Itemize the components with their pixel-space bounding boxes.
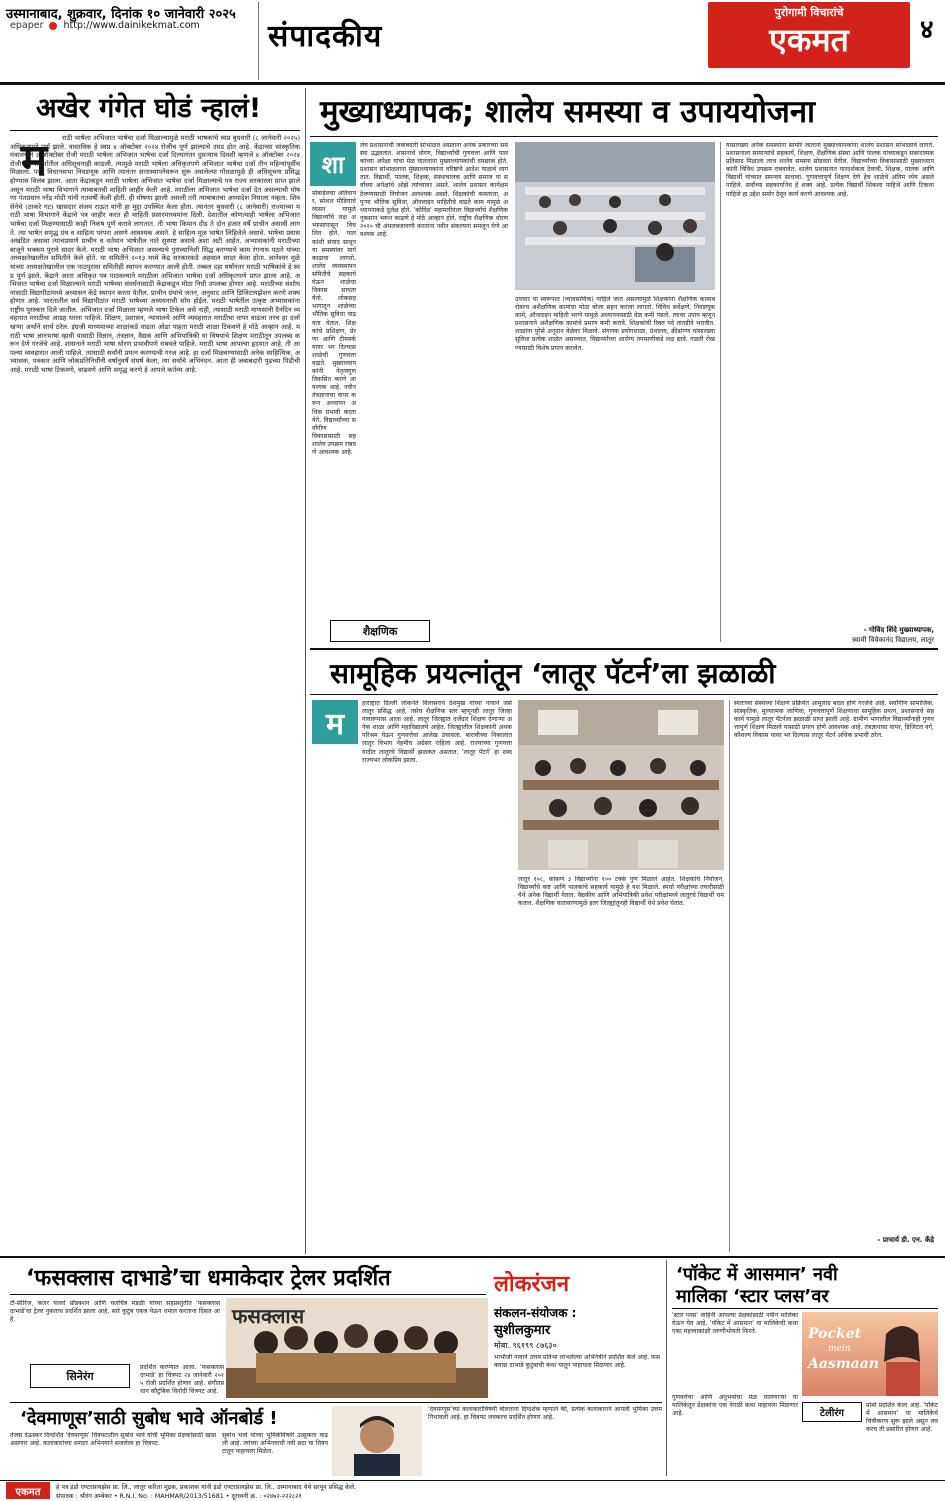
lokranjan-body: भाभीजी नावाने उत्तम प्रतिभा लाभलेल्या अभिनेत्रीने प्रदर्शित केले आहे. फसक्लास दाभाडे कुटुंबाची कथा यातून पाहायला मिळणार आहे. (494, 1354, 660, 1370)
art6-body1: 'स्टार प्लस' वाहिनी आपल्या प्रेक्षकांसाठी नवीन मालिका घेऊन येत आहे. 'पॉकेट में आसमान' या मालिकेची कथा एका महत्त्वाकांक्षी तरुणीभोवती फिरते. (672, 1312, 798, 1336)
footer-rule (0, 1480, 945, 1481)
page-number: ४ (920, 15, 934, 45)
actor-portrait (332, 1406, 422, 1476)
poster-word-aasmaan: Aasmaan (808, 1356, 879, 1372)
epaper-link[interactable] (10, 20, 200, 31)
art5-body2: सुबोध भावे यांच्या भूमिकेविषयी उत्सुकता वाढली आहे. त्यांच्या अभिनयाची नवी छटा या चित्रपटातून पाहायला मिळेल. (222, 1432, 328, 1456)
lower-top-rule (0, 1256, 945, 1258)
art1-dropcap: म (20, 135, 48, 186)
art6-body3: प्रोमो प्रदर्शित केला आहे. 'पॉकेट में आसमान' या मालिकेचे चित्रीकरण सुरू झाले असून लवकरच ती प्रसारित होणार आहे. (866, 1402, 938, 1434)
lokranjan-editor-label: संकलन-संयोजक : (494, 1306, 577, 1320)
art3-dropcap: म (312, 700, 358, 744)
art4-body1: टी-सीरिज, कलर यल्लो प्रॉडक्शन आणि चलचित्र मंडळी यांच्या सहप्रस्तुतीत 'फसक्लास दाभाडे'चा ट्रेलर नुकताच प्रदर्शित झाला आहे. सारे कुटुंब एकत्र येऊन धमाल करताना दिसत आहे. (10, 1300, 220, 1324)
poster-title: फसक्लास (232, 1304, 305, 1328)
serial-poster (802, 1312, 938, 1396)
right-col-rule (666, 1260, 667, 1476)
art3-col-rule (729, 700, 730, 1252)
poster-word-mein: mein (828, 1344, 851, 1354)
art5-body4: 'देवमाणूस'च्या कलाकारांविषयी बोलताना दिग्दर्शक म्हणाले की, प्रत्येक कलाकाराने आपली भूमिका उत्तम निभावली आहे. हा चित्रपट लवकरच प्रदर्शित होणार आहे. (428, 1406, 662, 1422)
epaper-label: epaper (10, 20, 44, 31)
poster-word-pocket: Pocket (808, 1326, 862, 1342)
brand-logo: एकमत (769, 21, 849, 59)
masthead-rule (0, 82, 945, 85)
art6-body2: गुणवत्तेचा आणि अनुभवांचा मेळ घालणाऱ्या या मालिकेतून प्रेक्षकांना एक वेगळी कथा पाहायला मिळणार आहे. (672, 1394, 798, 1418)
website-url[interactable]: http://www.dainikekmat.com (63, 20, 200, 31)
art3-headline-rule (310, 694, 938, 695)
footer-brand-text: एकमत (15, 1486, 41, 1498)
art2-byline-name: - गोविंद शिंदे मुख्याध्यापक, (863, 626, 934, 634)
lokranjan-phone: मोबा. ९६१९९ ८७६३० (494, 1341, 557, 1350)
footer-brand (6, 1482, 50, 1499)
art2-headline: मुख्याध्यापक; शालेय समस्या व उपाययोजना (320, 94, 816, 130)
footer-imprint-2: संपादक : श्रीरंग अम्बेकर • R.N.I. No. : MAHMAR/2013/51681 • दूरध्वनी क्र. : ०२४७२-२२२८२१ (56, 1493, 302, 1500)
brand-tagline: पुरोगामी विचारांचे (774, 6, 844, 19)
art5-headline: ‘देवमाणूस’साठी सुबोध भावे ऑनबोर्ड ! (20, 1408, 278, 1429)
art2-col4: यासारख्या अनेक समस्यांना सामोरे जाताना मुख्याध्यापकांना शालेय प्रशासन सांभाळावे लागते. प्रशासनाला सामान्यांचे सहकार्य, शिक्षण, शैक्षणिक संस्था आणि पालक यांच्याकडून सकारात्मक प्रतिसाद मिळाला तरच शालेय समस्या सोडवता येतील. विद्यार्थ्यांच्या विकासासाठी मुख्याध्यापकांनी विविध उपक्रम राबवावेत. शालेय प्रशासनात पारदर्शकता ठेवावी. शिक्षक, पालक आणि विद्यार्थी यांच्यात समन्वय साधावा. गुणवत्तापूर्ण शिक्षण देणे हेच शाळेचे अंतिम ध्येय असले पाहिजे. सर्वांच्या सहकार्यानेच हे शक्य आहे. प्रत्येक विद्यार्थी शिकला पाहिजे आणि टिकला पाहिजे हा उद्देश समोर ठेवून कार्य करणे आवश्यक आहे. (726, 142, 934, 198)
art2-col3: उपचार या स्वरूपात (व्यावसायिक) पाहिले जात असल्यामुळे शिक्षकांना शैक्षणिक कामाबरोबरच अशैक्षणिक कामांचा मोठा बोजा सहन करावा लागतो. विविध सर्वेक्षणे, निवडणूक कामे, ऑनलाइन माहिती भरणे यामुळे अध्यापनासाठी वेळ कमी पडतो. त्यावर उपाय म्हणून प्रशासनाने अशैक्षणिक कामांचे प्रमाण कमी करावे. शिक्षकांची रिक्त पदे तातडीने भरावीत. शाळांना पुरेसे अनुदान वेळेवर मिळावे. संगणक प्रयोगशाळा, ग्रंथालय, क्रीडांगण यांसारख्या सुविधा प्रत्येक शाळेत असाव्यात. विद्यार्थ्यांच्या आरोग्य तपासणीकडे लक्ष द्यावे. गळती रोखण्यासाठी विशेष प्रयत्न करावेत. (515, 296, 715, 352)
dateline: उस्मानाबाद, शुक्रवार, दिनांक १० जानेवारी २०२५ (6, 7, 236, 22)
art2-byline-school: स्वामी विवेकानंद विद्यालय, लातूर (852, 636, 934, 644)
art6-headline-line1: ‘पॉकेट में आसमान’ नवी (676, 1264, 838, 1285)
classroom-photo (518, 700, 724, 870)
lokranjan-editor: सुशीलकुमार (494, 1323, 551, 1338)
art3-col1: हाराष्ट्रात दिल्ली लोकनेते विलासराव देशमुख यांच्या नावाने जसे लातूर प्रसिद्ध आहे, तसेच शैक्षणिक स्तर म्हणूनही लातूर जिल्हा नावारूपास आला आहे. लातूर जिल्ह्यात दर्जेदार शिक्षण देणाऱ्या अनेक शाळा आणि महाविद्यालये आहेत. जिल्ह्यातील शिक्षकांनी अथक परिश्रम घेऊन गुणवत्तेचा आलेख उंचावला. बारावीच्या निकालात लातूर विभाग नेहमीच अग्रेसर राहिला आहे. राज्याच्या गुणवत्ता यादीत लातूरचे विद्यार्थी झळकत असतात. 'लातूर पॅटर्न' हा शब्द राज्यभर लोकप्रिय झाला. (362, 700, 512, 764)
art5-body1: तेजस देऊस्कर दिग्दर्शित 'देवमाणूस' चित्रपटातील सुबोध भावे यांची भूमिका प्रेक्षकांसाठी खास असणार आहे. कलाकारांच्या दमदार अभिनयाने सजलेला हा चित्रपट. (10, 1432, 216, 1448)
art6-category-tag: टेलीरंग (802, 1402, 862, 1422)
art2-col1: लेय प्रशासनाची जबाबदारी सांभाळत असताना अनेक प्रकारच्या समस्या उद्भवतात. शासनाचे धोरण, विद्यार्थ्यांची गुणवत्ता आणि पालकांच्या अपेक्षा यांचा मेळ घालताना मुख्याध्यापकांची दमछाक होते. प्रशासन सांभाळताना मुख्याध्यापकांना वरिष्ठांचे आदेश पाळावे लागतात. विद्यार्थी, पालक, शिक्षक, संस्थाचालक आणि समाज या सर्वांच्या अपेक्षांचे ओझे त्यांच्यावर असते. शालेय प्रशासन कार्यक्षम ठेवण्यासाठी नियोजन आवश्यक असते. शिक्षकांची कमतरता, अपुऱ्या भौतिक सुविधा, ऑनलाइन माहितीचे वाढते काम यामुळे अध्यापनाकडे दुर्लक्ष होते. 'कोविड' महामारीनंतर विद्यार्थ्यांचे शैक्षणिक नुकसान भरून काढणे हे मोठे आव्हान होते. राष्ट्रीय शैक्षणिक धोरण २०२० ची अंमलबजावणी करताना नवीन संकल्पना समजून घेणे आवश्यक आहे. (360, 142, 508, 239)
masthead-divider (258, 2, 259, 80)
art4-headline-visible: ‘फसक्लास दाभाडे’चा धमाकेदार ट्रेलर प्रदर्शित (26, 1266, 391, 1291)
art4-headline-rule (10, 1294, 486, 1295)
art4-body3: प्रदर्शित करण्यात आला. 'फसक्लास दाभाडे' हा चित्रपट २४ जानेवारी २०२५ रोजी प्रदर्शित होणार आहे. संगीतप्रधान कौटुंबिक विनोदी चित्रपट आहे. (140, 1364, 224, 1396)
art1-body: राठी भाषेला अभिजात भाषेचा दर्जा मिळाल्यामुळे मराठी भाषकांचे स्वप्न बुधवारी (८ जानेवारी २०२५) अधिकृतपणे पूर्ण झाले. वास्तविक हे स्वप्न ४ ऑक्टोबर २०२४ रोजीच पूर्ण झाल्याचे उघड होत आहे. केंद्राच्या सांस्कृतिक मंत्रालयाने ३ ऑक्टोबर रोजी मराठी भाषेला अभिजात भाषेचा दर्जा दिल्यानंतर दुसऱ्याच दिवशी म्हणजे ४ ऑक्टोबर २०२४ रोजी त्या संदर्भातील अधिसूचनाही काढली. त्यामुळे मराठी भाषेला अधिकृतपणे अभिजात भाषेचा दर्जा तीन महिन्यांपूर्वीच मिळाला. परंतु विधानसभा निवडणूक आणि त्यानंतर सत्तास्थापनेवरून सुरू असलेल्या गोंधळामुळे ही अधिसूचना प्रसिद्ध होण्यास विलंब झाला. आता केंद्राकडून मराठी भाषेला अभिजात भाषेचा दर्जा मिळाल्याचे पत्र राज्य सरकारला प्राप्त झाले असून मराठी भाषा विभागाने त्याबाबतची माहिती जाहीर केली आहे. मराठीला अभिजात भाषेचा दर्जा देत असल्याची घोषणा पंतप्रधान नरेंद्र मोदी यांनी गतवर्षी केली होती. ही घोषणा झाली असली तरी त्याबाबतचा अध्यादेश निघाला नव्हता. शिवसेनेचे (ठाकरे गट) खासदार संजय राऊत यांनी हा मुद्दा उपस्थित केला होता. त्यानंतर बुधवारी (८ जानेवारी) राज्याच्या मराठी भाषा विभागाने केंद्राचे पत्र जाहीर करत ही माहिती प्रसारमाध्यमांना दिली. देशातील कोणत्याही भाषेला अभिजात भाषेचा दर्जा मिळण्यासाठी काही निकष पूर्ण करावे लागतात. ती भाषा किमान दीड ते दोन हजार वर्षे प्राचीन असावी लागते. त्या भाषेत समृद्ध ग्रंथ व साहित्य परंपरा असणे आवश्यक असते. हे साहित्य मूळ भाषेत लिहिलेले असावे. भाषेचा प्रवास अखंडित असावा त्याचप्रमाणे प्राचीन व वर्तमान भाषेतील नाते सुस्पष्ट असावे अशा अटी आहेत. अभ्यासकांनी मराठीच्या बाजूने भक्कम पुरावे सादर केले. मराठी भाषा अभिजात असल्याचे पुराव्यानिशी सिद्ध करण्याचे काम रंगनाथ पठारे यांच्या अध्यक्षतेखालील समितीने केले होते. या समितीने २०१३ मध्ये केंद्र सरकारकडे अहवाल सादर केला होता. ज्ञानेश्वर मुळे यांच्या अध्यक्षतेखालील एक पाठपुरावा समितीही स्थापन करण्यात आली होती. तब्बल दहा वर्षांनंतर मराठी भाषिकांचे हे स्वप्न पूर्ण झाले. केंद्राने आता अधिकृत पत्र पाठवल्याने मराठीला अभिजात भाषेचा दर्जा अधिकृतपणे प्राप्त झाला आहे. अभिजात भाषेचा दर्जा मिळाल्याने मराठी भाषेच्या संवर्धनासाठी केंद्राकडून मोठा निधी उपलब्ध होणार आहे. मराठीच्या संशोधनासाठी विद्यापीठांमध्ये अध्यासन केंद्रे स्थापन करता येतील. प्राचीन ग्रंथांचे जतन, अनुवाद आणि डिजिटायझेशन करणे शक्य होणार आहे. भारतातील सर्व विद्यापीठांत मराठी भाषेच्या अध्ययनाची सोय होईल. मराठी भाषेतील उत्कृष्ट अभ्यासकांना राष्ट्रीय पुरस्कार दिले जातील. अभिजात दर्जा मिळाला म्हणजे भाषा टिकेल असे नाही, त्यासाठी मराठी माणसांनी दैनंदिन व्यवहारात मराठीचा आग्रह धरला पाहिजे. शिक्षण, प्रशासन, न्यायालये आणि व्यवहारात मराठीचा वापर वाढला तरच हा दर्जा खऱ्या अर्थाने सार्थ ठरेल. इंग्रजी माध्यमाच्या शाळांकडे वाढता ओढा पाहता मराठी शाळा टिकवणे हे मोठे आव्हान आहे. मराठी भाषा ज्ञानभाषा व्हावी यासाठी विज्ञान, तंत्रज्ञान, वैद्यक आणि अभियांत्रिकी या विषयांचे शिक्षण मराठीतून उपलब्ध करून देणे गरजेचे आहे. शासनाने मराठी भाषा धोरण प्रभावीपणे राबवले पाहिजे. मराठी भाषा आपल्या हृदयात आहे, ती आपल्या व्यवहारात आली पाहिजे. त्यासाठी सर्वांनी प्रयत्न करण्याची गरज आहे. हा दर्जा मिळवण्यासाठी अनेक साहित्यिक, अभ्यासक, पत्रकार आणि लोकप्रतिनिधींनी वर्षानुवर्षे संघर्ष केला, त्या सर्वांचे अभिनंदन. आता ही जबाबदारी पुढच्या पिढीची आहे. मराठी भाषा टिकवणे, वाढवणे आणि समृद्ध करणे हे आपले कर्तव्य आहे. (10, 134, 300, 375)
art3-byline: - प्राचार्य डी. एन. केंद्रे (877, 1236, 934, 1244)
col-rule-left (305, 88, 306, 1254)
art3-col2: लातूर १०८, कोकण ३ विद्यार्थ्यांना १०० टक्के गुण मिळाले आहेत. शिक्षकांचे नियोजन, विद्यार्थ्यांचे कष्ट आणि पालकांचे सहकार्य यामुळे हे यश मिळाले. स्पर्धा परीक्षांच्या तयारीसाठी येथे अनेक विद्यार्थी येतात. वैद्यकीय आणि अभियांत्रिकी प्रवेश परीक्षांमध्ये लातूरचे विद्यार्थी चमकतात. शैक्षणिक वातावरणामुळे इतर जिल्ह्यांतूनही विद्यार्थी येथे प्रवेश घेतात. (518, 876, 724, 908)
art2-dropcap: शा (310, 142, 356, 186)
lokranjan-logo-text: लोकरंजन (494, 1272, 570, 1297)
art1-headline: अखेर गंगेत घोडं न्हालं! (36, 93, 262, 124)
art3-headline: सामूहिक प्रयत्नांतून ‘लातूर पॅटर्न’ला झळाळी (330, 657, 776, 690)
art2-headline-rule (310, 136, 938, 137)
teachers-meeting-photo (515, 142, 715, 290)
art4-category-tag: सिनेरंग (30, 1364, 130, 1388)
art2-bottom-rule (310, 648, 938, 650)
art5-top-rule (10, 1402, 662, 1403)
art6-headline-line2: मालिका ‘स्टार प्लस’वर (676, 1286, 829, 1307)
globe-icon (49, 22, 57, 30)
art3-col3: स्वतःच्या संस्थेच्या शिक्षण प्रक्रियेत आमूलाग्र बदल होणे गरजेचे आहे. सर्वांगीण सामाजिक, सांस्कृतिक, मूल्यात्मक जाणिवा, गुणवत्तापूर्ण शिक्षणाचा सामूहिक प्रयत्न, प्रशासनाचे सहकार्य यामुळे लातूर पॅटर्नला झळाळी प्राप्त झाली आहे. ग्रामीण भागातील विद्यार्थ्यांनाही गुणवत्तापूर्ण शिक्षण मिळावे यासाठी प्रयत्न होणे आवश्यक आहे. तंत्रज्ञानाचा वापर, डिजिटल वर्ग, कौशल्य विकास यावर भर दिल्यास लातूर पॅटर्न अधिक प्रभावी ठरेल. (734, 700, 934, 740)
art6-headline-rule (672, 1308, 938, 1309)
art2-col2: मोबाईलचा अतिवापर, सोशल मीडियाचे व्यसन यामुळे विद्यार्थ्यांचे लक्ष अभ्यासापासून विचलित होते. पालकांशी संवाद साधून या समस्यांवर मार्ग काढावा लागतो. शालेय व्यवस्थापन समितीचे सहकार्य घेऊन शाळेचा विकास साधता येतो. लोकसहभागातून शाळेच्या भौतिक सुविधा वाढवता येतात. शिक्षकांचे प्रशिक्षण, प्रेरणा आणि टीमवर्क यावर भर दिल्यास शाळेची गुणवत्ता वाढते. मुख्याध्यापकांनी नेतृत्वगुण विकसित करणे आवश्यक आहे. नवीन तंत्रज्ञानाचा वापर करून अध्यापन अधिक प्रभावी करता येते. विद्यार्थ्यांच्या सर्वांगीण विकासासाठी सहशालेय उपक्रम राबवणे आवश्यक आहे. (312, 190, 356, 456)
footer-imprint-1: हे पत्र इंडो एण्टरप्रायझेस प्रा. लि., लातूर करिता मुद्रक, प्रकाशक यांनी इंडो एण्टरप्रायझेस प्रा. लि., उस्मानाबाद येथे छापून प्रसिद्ध केले. (56, 1484, 357, 1491)
art2-col-rule (720, 142, 721, 642)
movie-poster (226, 1298, 488, 1398)
art1-headline-rule (10, 130, 300, 131)
section-title: संपादकीय (268, 19, 383, 54)
art2-category-tag: शैक्षणिक (330, 620, 430, 642)
brand-box (708, 2, 910, 68)
lokranjan-logo (494, 1262, 654, 1304)
